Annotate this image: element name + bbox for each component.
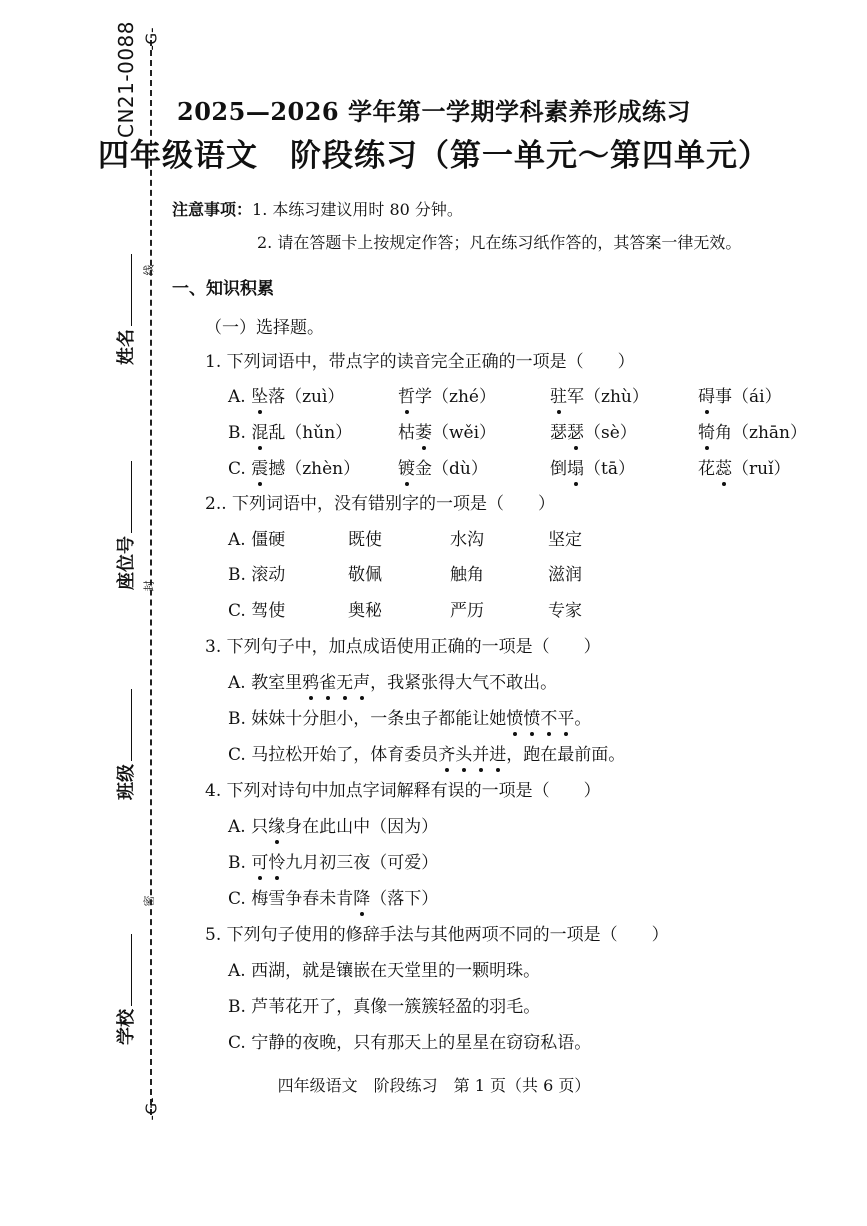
dotted-char: 降 — [353, 884, 370, 909]
dotted-char: 头 — [455, 740, 472, 765]
q2-option: C. 驾使 — [228, 601, 286, 621]
q2-option: 水沟 — [450, 530, 484, 550]
exam-subtitle: 四年级语文 阶段练习（第一单元～第四单元） — [98, 138, 770, 174]
dotted-char: 雀 — [319, 668, 336, 693]
q4-option-c: C. 梅雪争春未肯降（落下） — [228, 884, 438, 909]
g-mark-bottom: -G- — [142, 1097, 161, 1121]
field-seat-label: 座位号 — [116, 536, 137, 590]
q1-option: A. 坠落（zuì） — [228, 382, 344, 407]
paper-code: CN21-0088 — [114, 21, 138, 138]
q3-option-a: A. 教室里鸦雀无声，我紧张得大气不敢出。 — [228, 668, 557, 693]
q2-option: A. 僵硬 — [228, 530, 286, 550]
field-seat — [112, 461, 138, 590]
q1-option: C. 震撼（zhèn） — [228, 454, 360, 479]
g-mark-top: -G- — [142, 27, 161, 51]
dotted-char: 鸦 — [302, 668, 319, 693]
dotted-char: 缘 — [268, 812, 285, 837]
dotted-char: 碍 — [698, 382, 715, 407]
q1-option: B. 混乱（hǔn） — [228, 418, 352, 443]
question-1-stem: 1. 下列词语中，带点字的读音完全正确的一项是（ ） — [205, 352, 635, 372]
subsection-title: （一）选择题。 — [205, 318, 324, 338]
field-name-label: 姓名 — [116, 329, 137, 365]
q4-option-b: B. 可怜九月初三夜（可爱） — [228, 848, 438, 873]
q1-option: 花蕊（ruǐ） — [698, 454, 791, 479]
q1-option: 镀金（dù） — [398, 454, 488, 479]
field-class-label: 班级 — [116, 764, 137, 800]
dotted-char: 并 — [472, 740, 489, 765]
field-school-line — [119, 934, 132, 1006]
dotted-char: 怜 — [268, 848, 285, 873]
mark-dense: 密 — [142, 895, 156, 907]
dotted-char: 塌 — [567, 454, 584, 479]
mark-line: 线 — [142, 264, 156, 276]
dotted-char: 蕊 — [715, 454, 732, 479]
q3-option-c: C. 马拉松开始了，体育委员齐头并进，跑在最前面。 — [228, 740, 625, 765]
q2-option: 奥秘 — [348, 601, 382, 621]
q1-option: 犄角（zhān） — [698, 418, 807, 443]
field-class-line — [119, 689, 132, 761]
q1-option: 驻军（zhù） — [550, 382, 649, 407]
field-seat-line — [119, 461, 132, 533]
q2-option: B. 滚动 — [228, 565, 286, 585]
notice-label: 注意事项： — [172, 200, 253, 219]
q2-option: 触角 — [450, 565, 484, 585]
q1-option: 瑟瑟（sè） — [550, 418, 637, 443]
field-name — [112, 254, 138, 365]
dotted-char: 萎 — [415, 418, 432, 443]
dotted-char: 愤 — [506, 704, 523, 729]
dotted-char: 声 — [353, 668, 370, 693]
q2-option: 坚定 — [548, 530, 582, 550]
dotted-char: 进 — [489, 740, 506, 765]
question-2-stem: 2.. 下列词语中，没有错别字的一项是（ ） — [205, 494, 556, 514]
notice-item-2: 2. 请在答题卡上按规定作答；凡在练习纸作答的，其答案一律无效。 — [257, 233, 742, 252]
dotted-char: 平 — [557, 704, 574, 729]
q1-option: 碍事（ái） — [698, 382, 782, 407]
dotted-char: 愤 — [523, 704, 540, 729]
mark-seal: 封 — [142, 580, 156, 592]
q3-option-b: B. 妹妹十分胆小，一条虫子都能让她愤愤不平。 — [228, 704, 591, 729]
q1-option: 枯萎（wěi） — [398, 418, 496, 443]
field-name-line — [119, 254, 132, 326]
dotted-char: 哲 — [398, 382, 415, 407]
notice — [172, 197, 463, 220]
q2-option: 滋润 — [548, 565, 582, 585]
q5-option-b: B. 芦苇花开了，真像一簇簇轻盈的羽毛。 — [228, 997, 541, 1017]
q2-option: 严历 — [450, 601, 484, 621]
field-school-label: 学校 — [116, 1009, 137, 1045]
q2-option: 敬佩 — [348, 565, 382, 585]
dotted-char: 镀 — [398, 454, 415, 479]
q1-option: 哲学（zhé） — [398, 382, 496, 407]
dotted-char: 齐 — [438, 740, 455, 765]
dotted-char: 瑟 — [567, 418, 584, 443]
dotted-char: 可 — [251, 848, 268, 873]
notice-item-1: 1. 本练习建议用时 80 分钟。 — [252, 200, 463, 219]
q5-option-c: C. 宁静的夜晚，只有那天上的星星在窃窃私语。 — [228, 1033, 592, 1053]
page-footer: 四年级语文 阶段练习 第 1 页（共 6 页） — [277, 1076, 591, 1095]
dotted-char: 无 — [336, 668, 353, 693]
question-3-stem: 3. 下列句子中，加点成语使用正确的一项是（ ） — [205, 637, 601, 657]
dotted-char: 震 — [251, 454, 268, 479]
dotted-char: 犄 — [698, 418, 715, 443]
section-title: 一、知识积累 — [172, 279, 274, 299]
dotted-char: 不 — [540, 704, 557, 729]
cut-line — [150, 40, 152, 1115]
field-school — [112, 934, 138, 1045]
dotted-char: 混 — [251, 418, 268, 443]
binding-margin — [0, 0, 175, 1226]
exam-title: 2025—2026 学年第一学期学科素养形成练习 — [177, 97, 691, 126]
dotted-char: 驻 — [550, 382, 567, 407]
q2-option: 既使 — [348, 530, 382, 550]
q5-option-a: A. 西湖，就是镶嵌在天堂里的一颗明珠。 — [228, 961, 541, 981]
question-4-stem: 4. 下列对诗句中加点字词解释有误的一项是（ ） — [205, 781, 601, 801]
question-5-stem: 5. 下列句子使用的修辞手法与其他两项不同的一项是（ ） — [205, 925, 669, 945]
q4-option-a: A. 只缘身在此山中（因为） — [228, 812, 438, 837]
q1-option: 倒塌（tā） — [550, 454, 635, 479]
q2-option: 专家 — [548, 601, 582, 621]
field-class — [112, 689, 138, 800]
dotted-char: 坠 — [251, 382, 268, 407]
